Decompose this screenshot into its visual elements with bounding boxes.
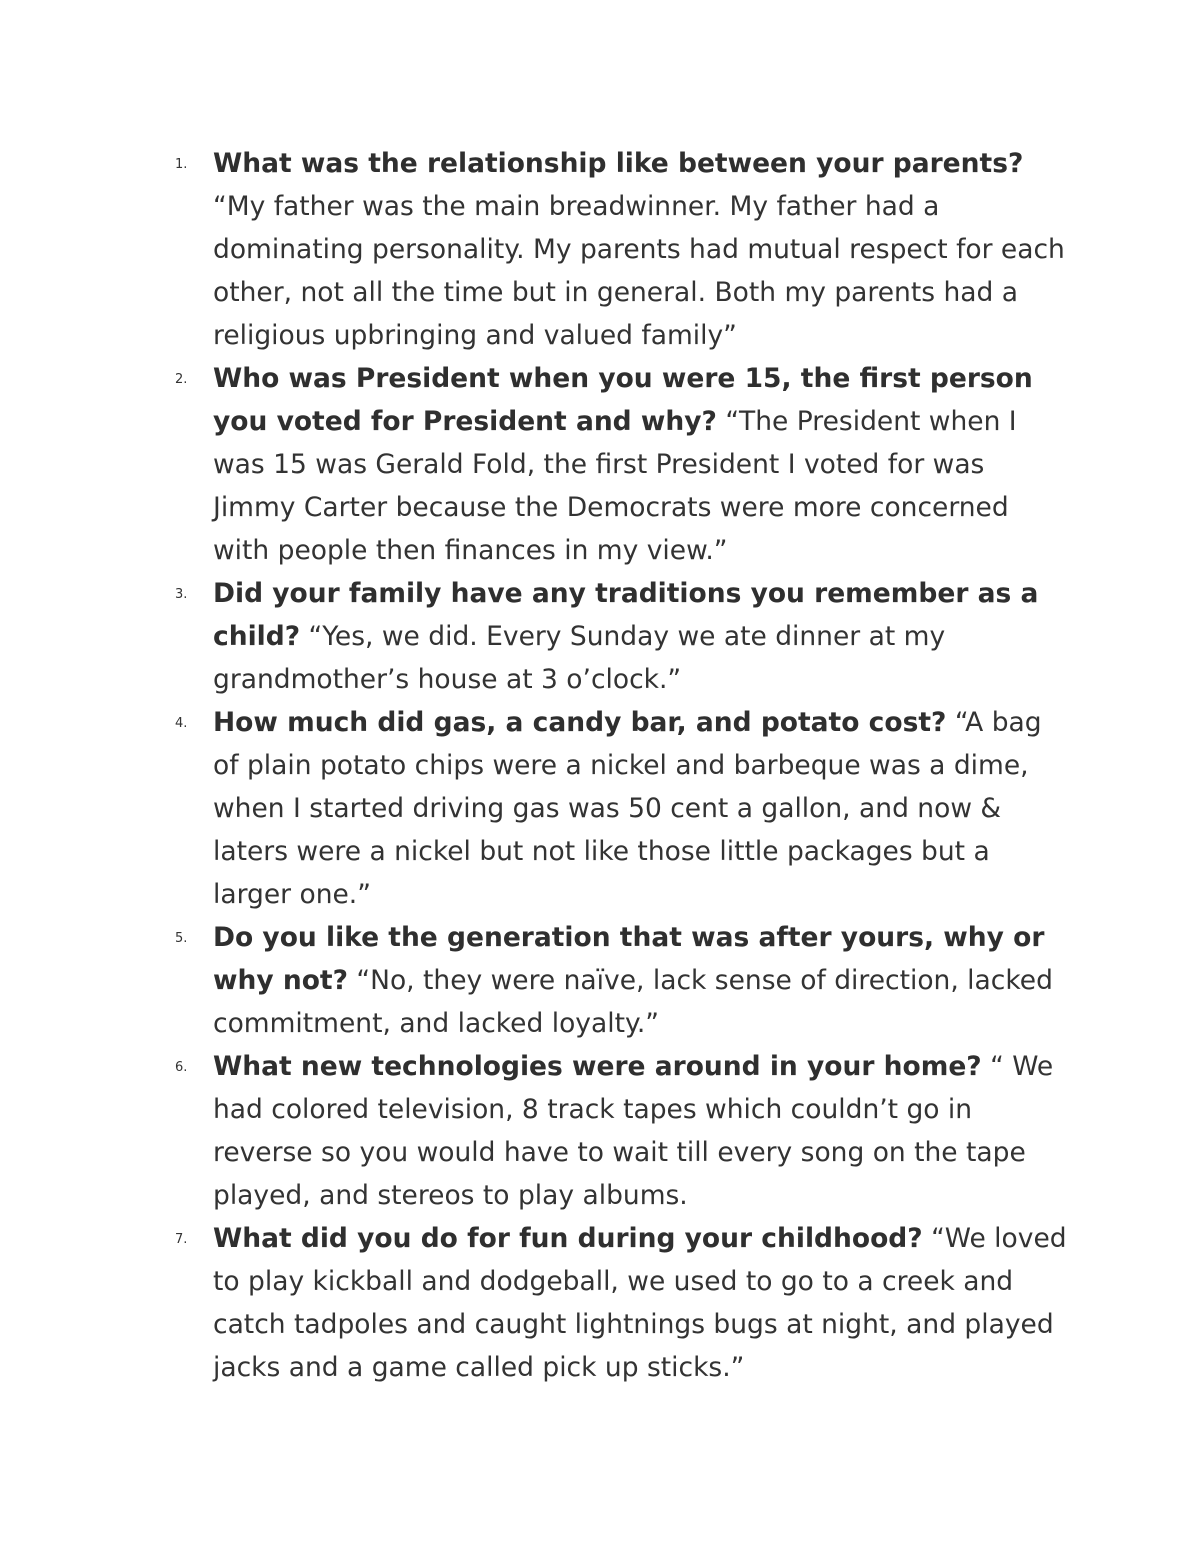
answer-text: “A bag of plain potato chips were a nickel and barbeque was a dime, when I started driving gas was 50 cent a gallon, and now & laters were a nickel but not like those little packages but a larger one.” xyxy=(213,707,1042,910)
question-text: Do you like the generation that was after yours, why or why not? xyxy=(213,922,1045,996)
question-text: What new technologies were around in your home? xyxy=(213,1051,982,1082)
list-item xyxy=(175,701,1073,916)
question-text: How much did gas, a candy bar, and potato cost? xyxy=(213,707,947,738)
item-number: 3. xyxy=(175,587,188,602)
item-number: 6. xyxy=(175,1060,188,1075)
question-text: Who was President when you were 15, the first person you voted for President and why? xyxy=(213,363,1033,437)
item-number: 4. xyxy=(175,716,188,731)
answer-text: “My father was the main breadwinner. My father had a dominating personality. My parents had mutual respect for each other, not all the time but in general. Both my parents had a religious upbringing and valued family” xyxy=(213,191,1065,351)
list-item xyxy=(175,357,1073,572)
item-number: 7. xyxy=(175,1232,188,1247)
answer-text: “ We had colored television, 8 track tapes which couldn’t go in reverse so you would have to wait till every song on the tape played, and stereos to play albums. xyxy=(213,1051,1054,1211)
list-item xyxy=(175,1217,1073,1389)
list-item xyxy=(175,916,1073,1045)
question-text: Did your family have any traditions you remember as a child? xyxy=(213,578,1039,652)
list-item xyxy=(175,1045,1073,1217)
list-item xyxy=(175,142,1073,357)
answer-text: “Yes, we did. Every Sunday we ate dinner at my grandmother’s house at 3 o’clock.” xyxy=(213,621,946,695)
question-text: What did you do for fun during your childhood? xyxy=(213,1223,923,1254)
item-number: 1. xyxy=(175,157,188,172)
answer-text: “The President when I was 15 was Gerald Fold, the first President I voted for was Jimmy Carter because the Democrats were more concerned with people then finances in my view.” xyxy=(213,406,1017,566)
list-item xyxy=(175,572,1073,701)
question-text: What was the relationship like between your parents? xyxy=(213,148,1024,179)
answer-text: “No, they were naïve, lack sense of direction, lacked commitment, and lacked loyalty.” xyxy=(213,965,1053,1039)
interview-question-list xyxy=(175,142,1073,1389)
item-number: 5. xyxy=(175,931,188,946)
item-number: 2. xyxy=(175,372,188,387)
answer-text: “We loved to play kickball and dodgeball, we used to go to a creek and catch tadpoles and caught lightnings bugs at night, and played jacks and a game called pick up sticks.” xyxy=(213,1223,1067,1383)
